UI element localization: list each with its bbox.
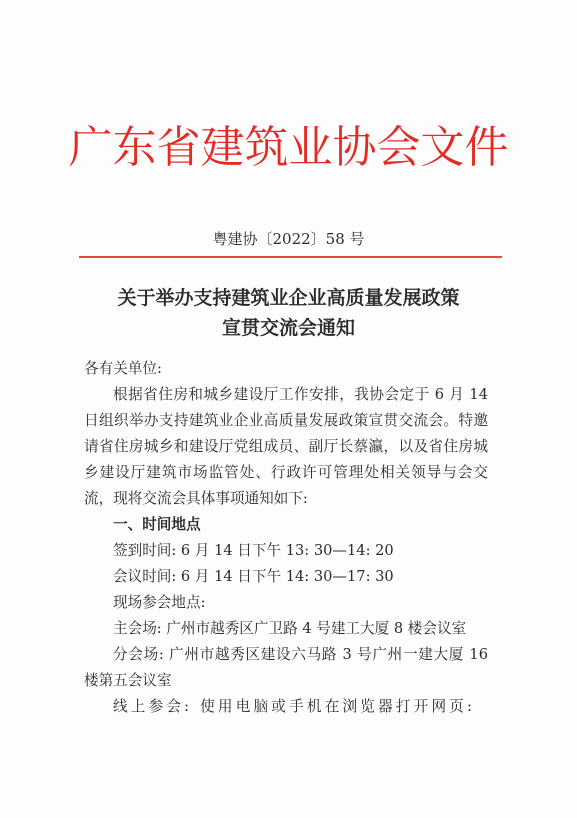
document-body (84, 356, 488, 720)
paragraph-line: 流，现将交流会具体事项通知如下: (84, 490, 308, 507)
online-attendance: 线上参会: 使用电脑或手机在浏览器打开网页: (113, 698, 476, 715)
sub-venue-line-1: 分会场: 广州市越秀区建设六马路 3 号广州一建大厦 16 (113, 646, 488, 663)
section-heading: 一、时间地点 (113, 516, 201, 533)
salutation: 各有关单位: (84, 360, 162, 377)
org-header-title: 广东省建筑业协会文件 (68, 122, 509, 173)
paragraph-line: 请省住房城乡和建设厅党组成员、副厅长蔡瀛，以及省住房城 (84, 438, 488, 455)
paragraph-line: 日组织举办支持建筑业企业高质量发展政策宣贯交流会。特邀 (84, 412, 488, 429)
checkin-time: 签到时间: 6 月 14 日下午 13: 30—14: 20 (113, 542, 394, 559)
document-title-line-2: 宣贯交流会通知 (221, 317, 355, 339)
paragraph-line: 乡建设厅建筑市场监管处、行政许可管理处相关领导与会交 (84, 464, 488, 481)
document-title (0, 283, 577, 343)
main-venue: 主会场: 广州市越秀区广卫路 4 号建工大厦 8 楼会议室 (113, 620, 467, 637)
header-red-rule (79, 256, 502, 258)
document-number: 粤建协〔2022〕58 号 (212, 230, 365, 248)
meeting-time: 会议时间: 6 月 14 日下午 14: 30—17: 30 (113, 568, 394, 585)
venue-label: 现场参会地点: (113, 594, 206, 611)
sub-venue-line-2: 楼第五会议室 (84, 672, 172, 689)
paragraph-line: 根据省住房和城乡建设厅工作安排，我协会定于 6 月 14 (113, 386, 488, 403)
document-title-line-1: 关于举办支持建筑业企业高质量发展政策 (117, 287, 460, 309)
